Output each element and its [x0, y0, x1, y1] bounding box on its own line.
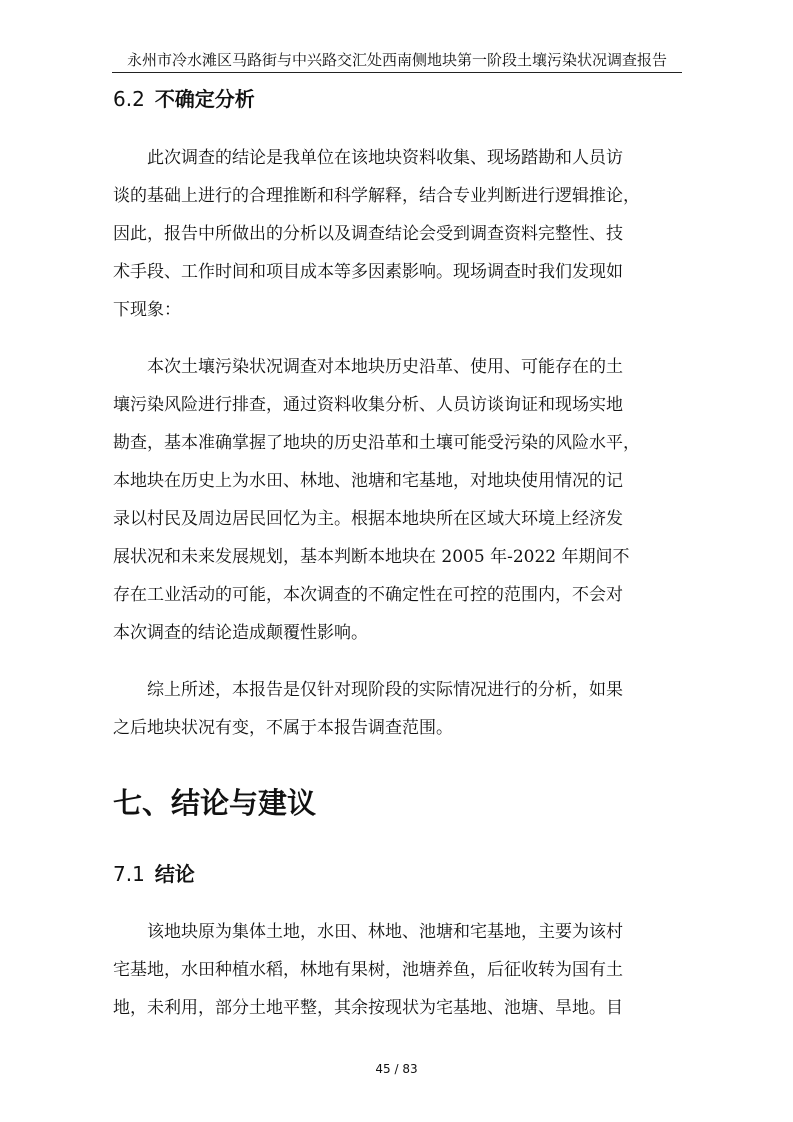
paragraph-line: 之后地块状况有变，不属于本报告调查范围。 [113, 718, 453, 738]
section-title: 不确定分析 [154, 87, 255, 111]
paragraph-line: 本次土壤污染状况调查对本地块历史沿革、使用、可能存在的土 [147, 357, 623, 377]
paragraph-line: 该地块原为集体土地，水田、林地、池塘和宅基地，主要为该村 [147, 922, 623, 942]
paragraph-line: 展状况和未来发展规划，基本判断本地块在 2005 年-2022 年期间不 [113, 547, 630, 567]
paragraph-line: 因此，报告中所做出的分析以及调查结论会受到调查资料完整性、技 [113, 224, 623, 244]
paragraph-line: 此次调查的结论是我单位在该地块资料收集、现场踏勘和人员访 [147, 148, 623, 168]
section-6-2-heading [113, 85, 255, 113]
section-number: 7.1 [113, 862, 145, 886]
paragraph-line: 本地块在历史上为水田、林地、池塘和宅基地，对地块使用情况的记 [113, 471, 623, 491]
section-title: 结论 [154, 862, 195, 886]
section-7-1-heading [113, 860, 195, 888]
chapter-7-heading: 七、结论与建议 [113, 786, 317, 820]
paragraph-line: 存在工业活动的可能，本次调查的不确定性在可控的范围内，不会对 [113, 585, 623, 605]
paragraph-line: 下现象： [113, 300, 181, 320]
paragraph-line: 勘查，基本准确掌握了地块的历史沿革和土壤可能受污染的风险水平， [113, 433, 640, 453]
paragraph-line: 壤污染风险进行排查，通过资料收集分析、人员访谈询证和现场实地 [113, 395, 623, 415]
paragraph-line: 综上所述，本报告是仅针对现阶段的实际情况进行的分析，如果 [147, 680, 623, 700]
header-rule [112, 72, 682, 73]
paragraph-line: 录以村民及周边居民回忆为主。根据本地块所在区域大环境上经济发 [113, 509, 623, 529]
page-number: 45 / 83 [375, 1062, 418, 1076]
paragraph-line: 地，未利用，部分土地平整，其余按现状为宅基地、池塘、旱地。目 [113, 998, 623, 1018]
paragraph-line: 谈的基础上进行的合理推断和科学解释，结合专业判断进行逻辑推论， [113, 186, 640, 206]
paragraph-line: 术手段、工作时间和项目成本等多因素影响。现场调查时我们发现如 [113, 262, 623, 282]
section-number: 6.2 [113, 87, 145, 111]
running-header: 永州市冷水滩区马路街与中兴路交汇处西南侧地块第一阶段土壤污染状况调查报告 [126, 51, 667, 69]
paragraph-line: 本次调查的结论造成颠覆性影响。 [113, 623, 368, 643]
paragraph-line: 宅基地，水田种植水稻，林地有果树，池塘养鱼，后征收转为国有土 [113, 960, 623, 980]
